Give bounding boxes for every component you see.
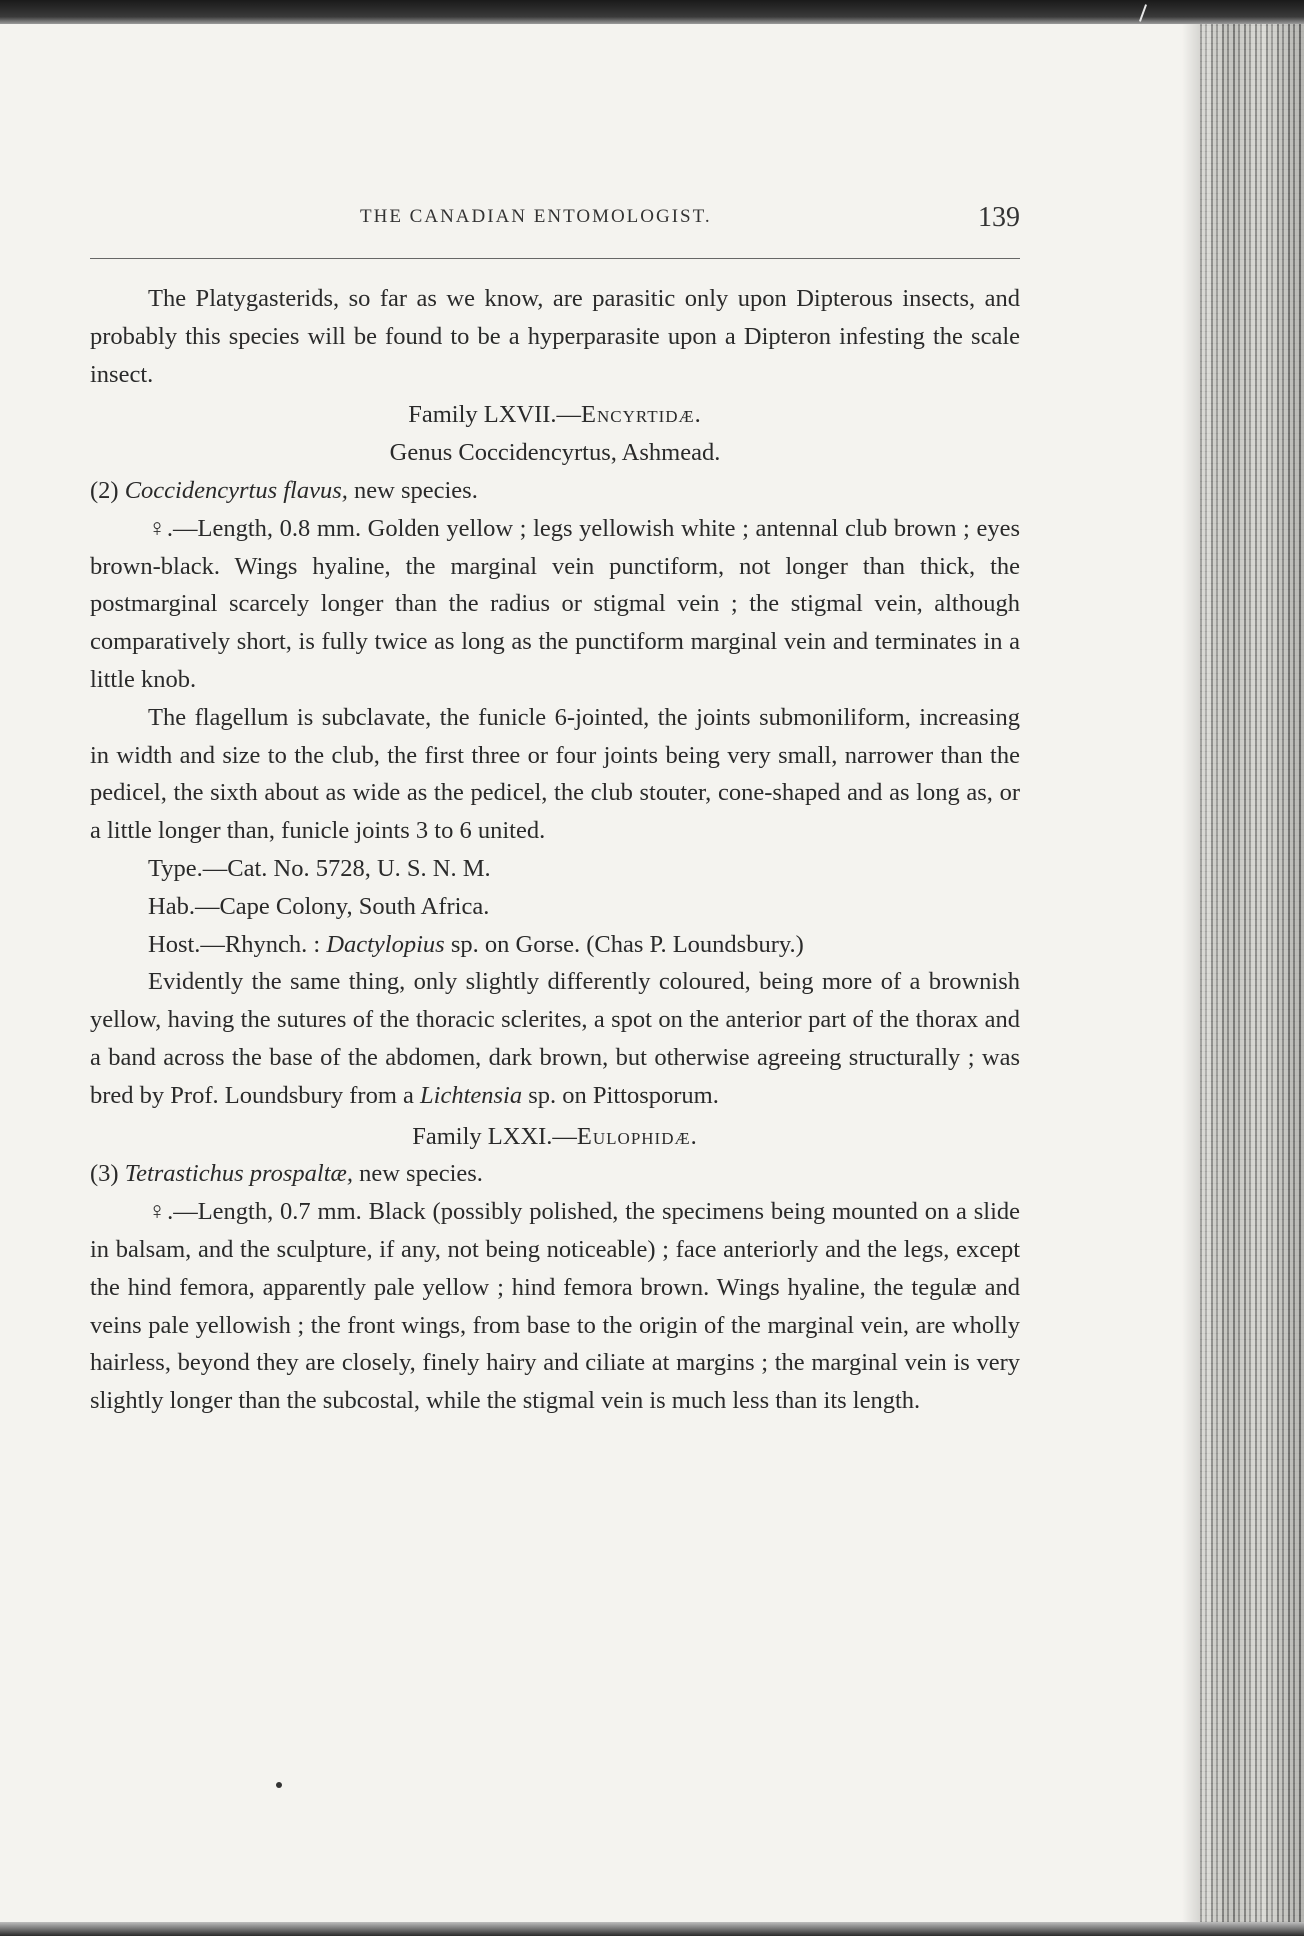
- page-number: 139: [978, 202, 1020, 233]
- species-number: (3): [90, 1160, 125, 1188]
- host-genus: Dactylopius: [326, 930, 445, 958]
- paragraph-host: [90, 926, 1020, 964]
- running-title: THE CANADIAN ENTOMOLOGIST.: [360, 206, 712, 227]
- page-gutter-shadow: [1182, 24, 1200, 1922]
- page-edge-stack: [1200, 24, 1304, 1922]
- host-suffix: sp. on Gorse. (Chas P. Loundsbury.): [444, 930, 804, 958]
- scan-bottom-edge: [0, 1922, 1304, 1936]
- species-name: Tetrastichus prospaltæ,: [124, 1160, 353, 1188]
- family-heading-eulophidae: [90, 1118, 1020, 1156]
- species-name: Coccidencyrtus flavus,: [124, 476, 348, 504]
- family-heading-prefix: Family LXXI.—: [412, 1122, 577, 1150]
- article-body: [90, 280, 1020, 1420]
- host-prefix: Host.—Rhynch. :: [148, 930, 327, 958]
- paragraph-intro: The Platygasterids, so far as we know, are parasitic only upon Dipterous insects, and probably this species will be found to be a hyperparasite upon a Dipteron infesting the scale insect.: [90, 285, 1020, 388]
- paragraph-type: Type.—Cat. No. 5728, U. S. N. M.: [148, 854, 491, 882]
- family-heading-name: Encyrtidæ.: [581, 401, 702, 429]
- evidently-genus: Lichtensia: [420, 1081, 523, 1109]
- paragraph-description-2: ♀.—Length, 0.8 mm. Golden yellow ; legs yellowish white ; antennal club brown ; eyes brown-black. Wings hyaline, the marginal vein punctiform, not longer than thick, the postmarginal scarcely longer than the radius or stigmal vein ; the stigmal vein, although comparatively short, is fully twice as long as the punctiform marginal vein and terminates in a little knob.: [90, 514, 1020, 693]
- paragraph-description-3: ♀.—Length, 0.7 mm. Black (possibly polished, the specimens being mounted on a slide in balsam, and the sculpture, if any, not being noticeable) ; face anteriorly and the legs, except the hind femora, apparently pale yellow ; hind femora brown. Wings hyaline, the tegulæ and veins pale yellowish ; the front wings, from base to the origin of the marginal vein, are wholly hairless, beyond they are closely, finely hairy and ciliate at margins ; the marginal vein is very slightly longer than the subcostal, while the stigmal vein is much less than its length.: [90, 1198, 1020, 1415]
- header-rule: [90, 258, 1020, 259]
- species-heading-3: [90, 1155, 1020, 1193]
- running-head: [90, 202, 1020, 238]
- paragraph-habitat: Hab.—Cape Colony, South Africa.: [148, 892, 490, 920]
- evidently-text: Evidently the same thing, only slightly differently coloured, being more of a brownish yellow, having the sutures of the thoracic sclerites, a spot on the anterior part of the thorax and a band across the base of the abdomen, dark brown, but otherwise agreeing structurally ; was bred by Prof. Loundsbury from a: [90, 968, 1020, 1109]
- family-heading-encyrtidae: [90, 396, 1020, 434]
- paragraph-evidently: [90, 963, 1020, 1114]
- evidently-suffix: sp. on Pittosporum.: [522, 1081, 719, 1109]
- species-suffix: new species.: [347, 476, 478, 504]
- scan-top-edge: [0, 0, 1304, 24]
- family-heading-prefix: Family LXVII.—: [408, 401, 582, 429]
- paragraph-flagellum: The flagellum is subclavate, the funicle 6-jointed, the joints submoniliform, increasing in width and size to the club, the first three or four joints being very small, narrower than the pedicel, the sixth about as wide as the pedicel, the club stouter, cone-shaped and as long as, or a little longer than, funicle joints 3 to 6 united.: [90, 703, 1020, 845]
- species-number: (2): [90, 476, 125, 504]
- species-suffix: new species.: [352, 1160, 483, 1188]
- genus-heading: Genus Coccidencyrtus, Ashmead.: [389, 439, 721, 467]
- print-speck: [276, 1782, 282, 1788]
- species-heading-2: [90, 472, 1020, 510]
- family-heading-name: Eulophidæ.: [576, 1122, 698, 1150]
